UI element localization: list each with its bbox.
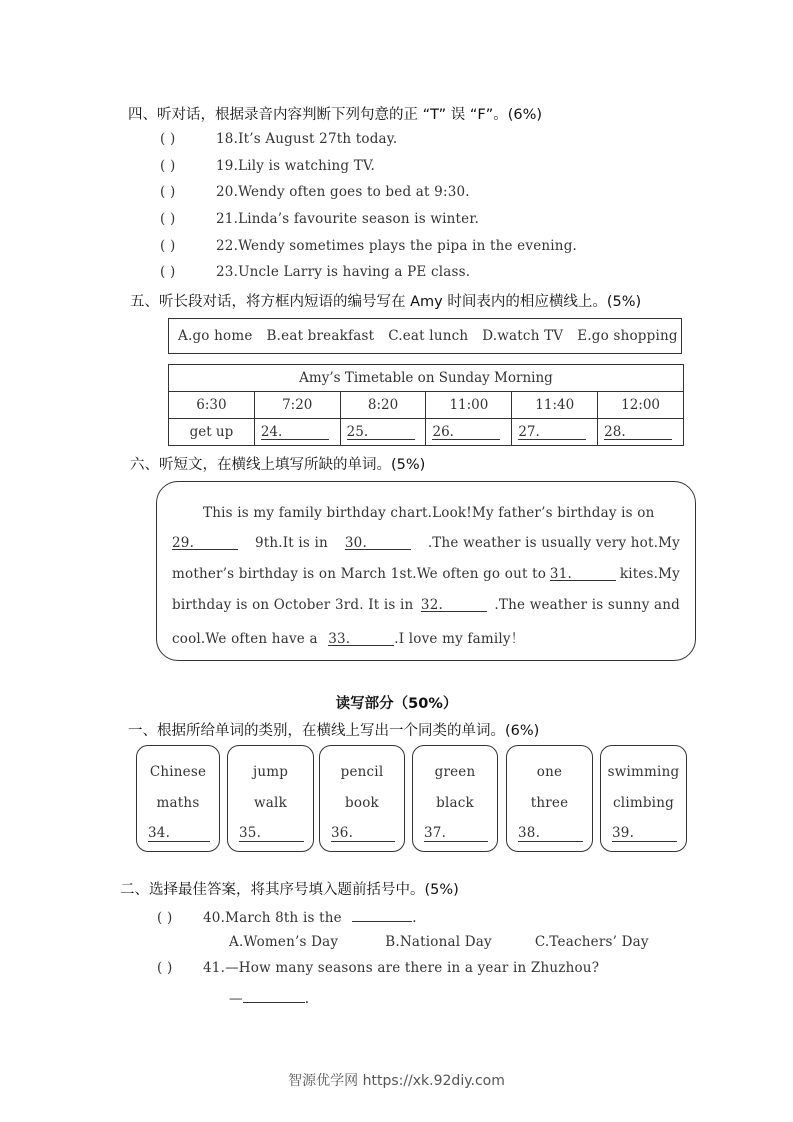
question-40 — [157, 907, 417, 926]
passage-text: .The weather is sunny and — [494, 597, 680, 613]
word: walk — [254, 795, 287, 811]
option-b: B.National Day — [385, 934, 492, 950]
rw-section-2-heading: 二、选择最佳答案，将其序号填入题前括号中。(5%) — [120, 882, 459, 898]
answer-blank-38[interactable]: 38. — [518, 825, 583, 842]
passage-text: mother’s birthday is on March 1st.We often go out to — [172, 566, 547, 582]
blank-31[interactable]: 31. — [550, 566, 616, 581]
part-title: 读写部分（50%） — [335, 696, 458, 712]
timetable-times-row — [169, 392, 684, 419]
question-text: 41.—How many seasons are there in a year in Zhuzhou? — [203, 960, 600, 976]
question-text: 40.March 8th is the — [203, 910, 342, 926]
timetable-answers-row — [169, 419, 684, 446]
passage-line-4 — [172, 597, 680, 613]
phrase-options-box — [168, 318, 682, 354]
answer-blank[interactable]: 28. — [604, 425, 672, 440]
passage-line-3 — [172, 566, 680, 582]
word-card-35 — [227, 745, 314, 852]
question-text: 19.Lily is watching TV. — [216, 158, 376, 174]
question-41-answer-line — [229, 988, 309, 1007]
time-cell: 6:30 — [169, 392, 255, 419]
passage-text: kites.My — [619, 566, 680, 582]
answer-cell-26[interactable] — [426, 419, 512, 446]
time-cell: 8:20 — [340, 392, 426, 419]
blank-32[interactable]: 32. — [421, 597, 487, 612]
answer-blank-35[interactable]: 35. — [239, 825, 304, 842]
passage-line-2 — [172, 535, 680, 551]
footer-watermark: 智源优学网 https://xk.92diy.com — [288, 1073, 505, 1089]
passage-text: birthday is on October 3rd. It is in — [172, 597, 414, 613]
option-b: B.eat breakfast — [266, 328, 375, 344]
question-text: 22.Wendy sometimes plays the pipa in the evening. — [216, 238, 578, 254]
time-cell: 11:00 — [426, 392, 512, 419]
word-card-38 — [506, 745, 593, 852]
answer-blank-37[interactable]: 37. — [424, 825, 488, 842]
answer-paren[interactable]: ( ) — [157, 910, 173, 926]
word-card-39 — [600, 745, 687, 852]
word: climbing — [613, 795, 674, 811]
time-cell: 11:40 — [512, 392, 598, 419]
word: jump — [252, 764, 289, 780]
answer-blank[interactable]: 24. — [261, 425, 329, 440]
blank-29[interactable]: 29. — [172, 535, 238, 550]
word: maths — [156, 795, 200, 811]
period: . — [304, 991, 310, 1007]
word: one — [536, 764, 563, 780]
answer-paren[interactable]: ( ) — [160, 211, 176, 227]
option-e: E.go shopping — [577, 328, 678, 344]
word: black — [436, 795, 474, 811]
question-21 — [160, 211, 479, 227]
time-cell: 7:20 — [254, 392, 340, 419]
word: pencil — [340, 764, 384, 780]
passage-text: 9th.It is in — [254, 535, 328, 551]
word-card-36 — [319, 745, 405, 852]
option-a: A.go home — [178, 328, 253, 344]
word-card-37 — [412, 745, 498, 852]
answer-cell-24[interactable] — [254, 419, 340, 446]
question-40-options — [229, 934, 649, 950]
section-5-heading: 五、听长段对话，将方框内短语的编号写在 Amy 时间表内的相应横线上。(5%) — [130, 294, 642, 310]
answer-cell-27[interactable] — [512, 419, 598, 446]
question-20 — [160, 184, 470, 200]
answer-paren[interactable]: ( ) — [160, 184, 176, 200]
option-c: C.eat lunch — [388, 328, 469, 344]
question-text: 23.Uncle Larry is having a PE class. — [216, 264, 471, 280]
answer-blank-39[interactable]: 39. — [612, 825, 677, 842]
question-text: 21.Linda’s favourite season is winter. — [216, 211, 480, 227]
answer-paren[interactable]: ( ) — [160, 131, 176, 147]
question-text: 18.It’s August 27th today. — [216, 131, 398, 147]
answer-cell-25[interactable] — [340, 419, 426, 446]
answer-blank[interactable]: 26. — [432, 425, 500, 440]
passage-line-5 — [172, 627, 524, 647]
section-4-heading: 四、听对话，根据录音内容判断下列句意的正 “T” 误 “F”。(6%) — [128, 107, 543, 123]
option-c: C.Teachers’ Day — [534, 934, 649, 950]
question-41 — [157, 960, 599, 976]
passage-text: .I love my family！ — [394, 631, 525, 647]
answer-blank[interactable]: 27. — [518, 425, 586, 440]
answer-paren[interactable]: ( ) — [157, 960, 173, 976]
passage-line-1: This is my family birthday chart.Look!My father’s birthday is on — [203, 505, 655, 521]
answer-paren[interactable]: ( ) — [160, 238, 176, 254]
section-6-heading: 六、听短文，在横线上填写所缺的单词。(5%) — [130, 457, 426, 473]
answer-cell-28[interactable] — [598, 419, 684, 446]
option-d: D.watch TV — [482, 328, 564, 344]
answer-blank-36[interactable]: 36. — [331, 825, 395, 842]
blank-33[interactable]: 33. — [328, 631, 394, 646]
activity-cell: get up — [169, 419, 255, 446]
blank-30[interactable]: 30. — [345, 535, 411, 550]
blank-40[interactable] — [352, 907, 412, 922]
question-22 — [160, 238, 577, 254]
answer-paren[interactable]: ( ) — [160, 264, 176, 280]
passage-text: .The weather is usually very hot.My — [427, 535, 680, 551]
word: swimming — [607, 764, 680, 780]
question-19 — [160, 158, 375, 174]
rw-section-1-heading: 一、根据所给单词的类别，在横线上写出一个同类的单词。(6%) — [128, 723, 540, 739]
timetable — [168, 364, 684, 446]
question-text: 20.Wendy often goes to bed at 9:30. — [216, 184, 470, 200]
passage-text: cool.We often have a — [172, 631, 318, 647]
question-23 — [160, 264, 470, 280]
time-cell: 12:00 — [598, 392, 684, 419]
word-card-34 — [136, 745, 220, 852]
blank-41[interactable] — [243, 988, 305, 1003]
answer-blank-34[interactable]: 34. — [148, 825, 210, 842]
option-a: A.Women’s Day — [229, 934, 339, 950]
word: three — [530, 795, 569, 811]
period: . — [412, 910, 417, 926]
timetable-title: Amy’s Timetable on Sunday Morning — [169, 365, 684, 392]
answer-paren[interactable]: ( ) — [160, 158, 176, 174]
question-18 — [160, 131, 397, 147]
word: green — [434, 764, 476, 780]
answer-blank[interactable]: 25. — [347, 425, 415, 440]
word: Chinese — [149, 764, 207, 780]
word: book — [345, 795, 379, 811]
dash: — — [229, 991, 243, 1007]
